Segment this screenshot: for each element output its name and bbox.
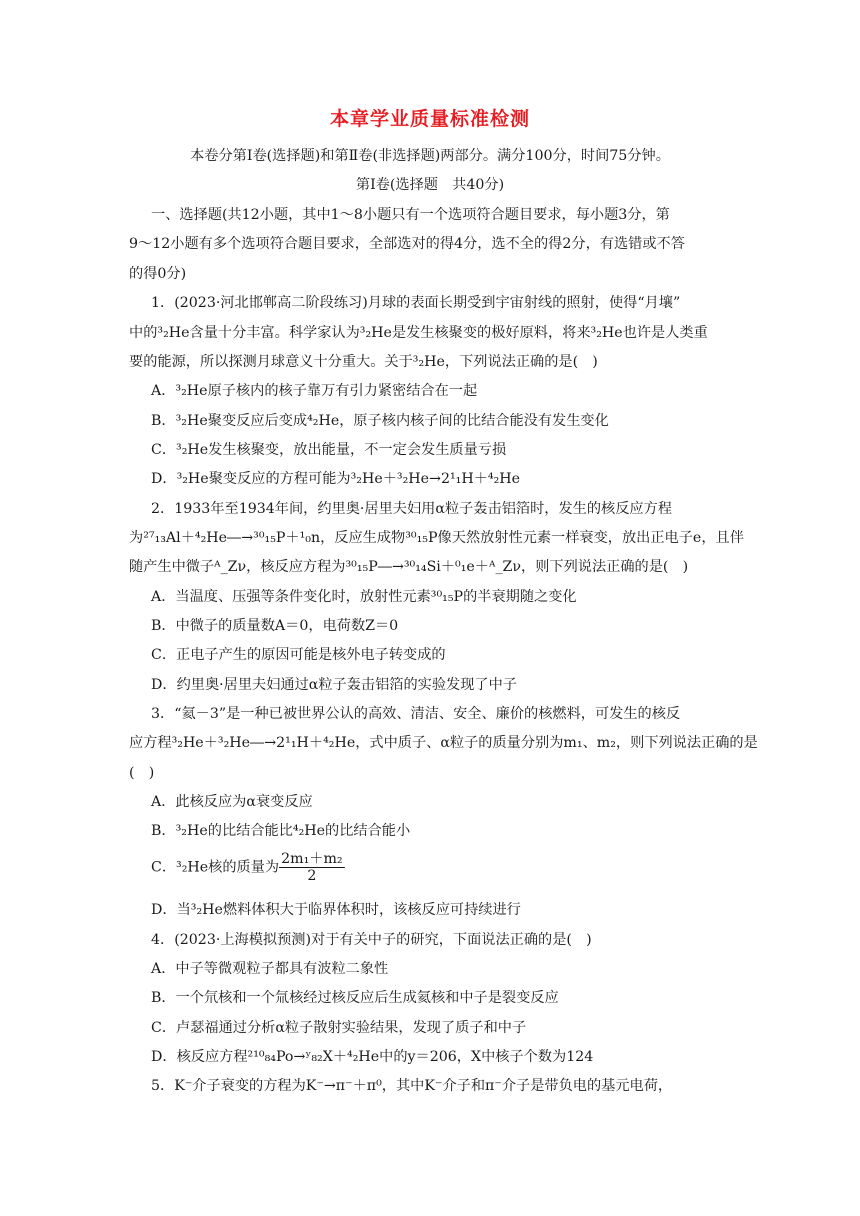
part1-instruction-line: 的得0分) xyxy=(129,266,187,282)
part1-instruction-line: 9～12小题有多个选项符合题目要求，全部选对的得4分，选不全的得2分，有选错或不答 xyxy=(129,236,685,252)
question-4-option-c: C．卢瑟福通过分析α粒子散射实验结果，发现了质子和中子 xyxy=(151,1020,527,1036)
question-4-option-d: D．核反应方程²¹⁰₈₄Po→ʸ₈₂X＋⁴₂He中的y＝206，X中核子个数为124 xyxy=(151,1049,594,1065)
question-3-option-d: D．当³₂He燃料体积大于临界体积时，该核反应可持续进行 xyxy=(151,902,521,918)
question-3-option-c xyxy=(151,851,345,884)
question-1-option-b: B．³₂He聚变反应后变成⁴₂He，原子核内核子间的比结合能没有发生变化 xyxy=(151,413,609,429)
section-heading: 第Ⅰ卷(选择题 共40分) xyxy=(355,177,505,193)
mass-fraction xyxy=(279,851,345,884)
part1-instruction-line: 一、选择题(共12小题，其中1～8小题只有一个选项符合题目要求，每小题3分，第 xyxy=(151,207,670,223)
question-2-stem: 随产生中微子ᴬ_Zν，核反应方程为³⁰₁₅P―→³⁰₁₄Si＋⁰₁e＋ᴬ_Zν，则下列说法正确的是( ) xyxy=(129,559,689,575)
intro-text: 本卷分第Ⅰ卷(选择题)和第Ⅱ卷(非选择题)两部分。满分100分，时间75分钟。 xyxy=(190,148,670,164)
question-3-stem: 应方程³₂He＋³₂He―→2¹₁H＋⁴₂He，式中质子、α粒子的质量分别为m₁、m₂，则下列说法正确的是 xyxy=(129,735,758,751)
question-4-option-b: B．一个氘核和一个氚核经过核反应后生成氦核和中子是裂变反应 xyxy=(151,990,559,1006)
question-3-option-a: A．此核反应为α衰变反应 xyxy=(151,794,313,810)
question-2-option-c: C．正电子产生的原因可能是核外电子转变成的 xyxy=(151,647,446,663)
question-5-stem: 5．K⁻介子衰变的方程为K⁻→π⁻＋π⁰，其中K⁻介子和π⁻介子是带负电的基元电荷， xyxy=(151,1078,673,1094)
question-4-stem: 4．(2023·上海模拟预测)对于有关中子的研究，下面说法正确的是( ) xyxy=(151,932,592,948)
question-1-stem: 要的能源，所以探测月球意义十分重大。关于³₂He，下列说法正确的是( ) xyxy=(129,354,598,370)
question-2-option-b: B．中微子的质量数A＝0，电荷数Z＝0 xyxy=(151,618,399,634)
option-c-text: C．³₂He核的质量为 xyxy=(151,859,280,876)
question-3-option-b: B．³₂He的比结合能比⁴₂He的比结合能小 xyxy=(151,823,411,839)
question-2-option-a: A．当温度、压强等条件变化时，放射性元素³⁰₁₅P的半衰期随之变化 xyxy=(151,589,577,605)
question-2-stem: 2．1933年至1934年间，约里奥·居里夫妇用α粒子轰击铝箔时，发生的核反应方程 xyxy=(151,501,672,517)
question-1-stem: 中的³₂He含量十分丰富。科学家认为³₂He是发生核聚变的极好原料，将来³₂He也许是人类重 xyxy=(129,325,708,341)
question-3-stem: ( ) xyxy=(129,765,155,781)
question-4-option-a: A．中子等微观粒子都具有波粒二象性 xyxy=(151,961,389,977)
question-2-option-d: D．约里奥·居里夫妇通过α粒子轰击铝箔的实验发现了中子 xyxy=(151,677,517,693)
question-1-option-a: A．³₂He原子核内的核子靠万有引力紧密结合在一起 xyxy=(151,383,478,399)
fraction-numerator: 2m₁＋m₂ xyxy=(281,851,343,867)
question-2-stem: 为²⁷₁₃Al＋⁴₂He―→³⁰₁₅P＋¹₀n，反应生成物³⁰₁₅P像天然放射性元素一样衰变，放出正电子e，且伴 xyxy=(129,530,744,546)
page-title: 本章学业质量标准检测 xyxy=(329,108,530,130)
question-1-stem: 1．(2023·河北邯郸高二阶段练习)月球的表面长期受到宇宙射线的照射，使得“月壤” xyxy=(151,295,681,311)
fraction-denominator: 2 xyxy=(307,868,317,884)
question-1-option-d: D．³₂He聚变反应的方程可能为³₂He＋³₂He→2¹₁H＋⁴₂He xyxy=(151,471,521,487)
question-3-stem: 3．“氦－3”是一种已被世界公认的高效、清洁、安全、廉价的核燃料，可发生的核反 xyxy=(151,706,681,722)
question-1-option-c: C．³₂He发生核聚变，放出能量，不一定会发生质量亏损 xyxy=(151,442,507,458)
